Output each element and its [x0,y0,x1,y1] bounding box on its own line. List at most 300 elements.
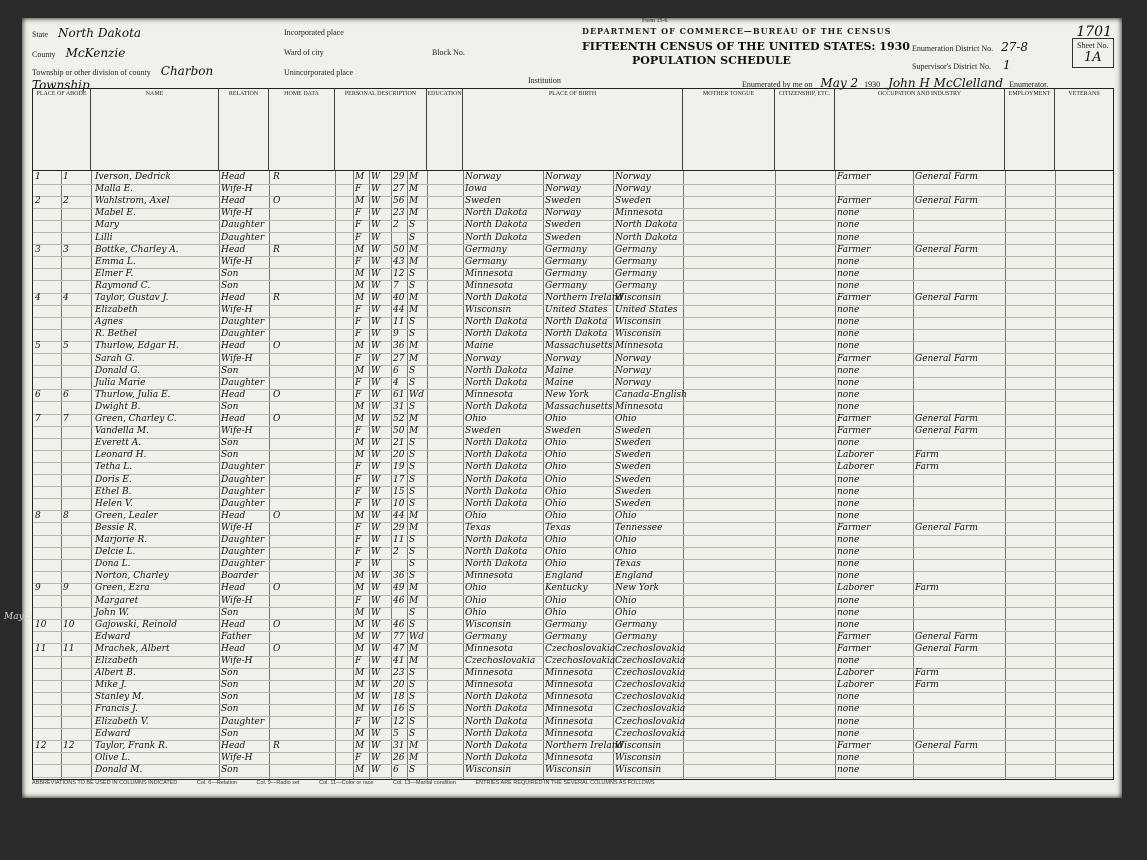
birthplace-mother: Minnesota [615,341,664,352]
sheet-field [1072,38,1114,68]
marital-status: S [409,547,416,558]
dwelling-number: 2 [35,196,41,207]
sex: F [355,305,362,316]
age: 10 [393,498,405,509]
occupation: Farmer [837,414,871,424]
sex: M [355,196,365,207]
race: W [371,716,381,727]
sex: F [355,232,362,243]
occupation: none [837,692,860,703]
age: 43 [393,256,405,267]
birthplace-father: Czechoslovakia [545,656,616,666]
birthplace-mother: Czechoslovakia [615,716,686,727]
col-occupation: OCCUPATION AND INDUSTRY [835,89,1005,171]
relation: Head [221,643,246,654]
relation: Head [221,341,246,352]
sheet-label: Sheet No. [1077,41,1109,50]
occupation: Laborer [837,583,874,594]
marital-status: M [409,244,419,255]
person-name: Bessie R. [95,522,137,533]
family-number: 6 [63,389,69,400]
birthplace-person: North Dakota [465,462,528,473]
relation: Head [221,196,246,207]
relation: Son [221,692,239,703]
birthplace-person: Minnesota [465,389,514,400]
unincorporated-label: Unincorporated place [284,68,354,77]
person-name: Mrachek, Albert [95,643,170,654]
relation: Daughter [221,547,265,558]
age: 50 [393,244,405,255]
birthplace-father: United States [545,305,608,316]
footer-note: Col. 11—Color or race [319,780,374,786]
occupation: none [837,208,860,219]
birthplace-father: Ohio [545,498,567,509]
occupation: none [837,547,860,558]
occupation: none [837,365,860,376]
occupation: none [837,595,860,606]
birthplace-person: North Dakota [465,559,528,570]
sex: M [355,631,365,642]
race: W [371,232,381,243]
industry: Farm [915,462,939,473]
birthplace-person: Minnesota [465,668,514,679]
birthplace-person: Wisconsin [465,305,512,316]
relation: Son [221,438,239,449]
col-place-of-birth: PLACE OF BIRTH [463,89,683,171]
person-name: Raymond C. [95,280,151,291]
sex: F [355,317,362,328]
relation: Son [221,764,239,775]
marital-status: M [409,293,419,303]
relation: Son [221,607,239,618]
birthplace-person: Germany [465,631,507,642]
person-name: Mary [95,220,119,231]
birthplace-person: North Dakota [465,752,528,763]
industry: General Farm [915,426,978,437]
age: 27 [393,353,405,364]
sex: F [355,559,362,570]
relation: Wife-H [221,752,253,763]
sex: M [355,450,365,461]
industry: General Farm [915,293,978,303]
age: 11 [393,317,405,328]
race: W [371,220,381,231]
marital-status: S [409,607,416,618]
sex: M [355,692,365,703]
person-name: Helen V. [95,498,133,509]
birthplace-person: North Dakota [465,208,528,219]
relation: Daughter [221,377,265,388]
relation: Daughter [221,232,265,243]
birthplace-person: Wisconsin [465,619,512,630]
industry: General Farm [915,196,978,207]
enumerated-label: Enumerated by me on [742,80,813,89]
race: W [371,595,381,606]
age: 15 [393,486,405,497]
birthplace-person: North Dakota [465,547,528,558]
marital-status: S [409,704,416,715]
col-home-data: HOME DATA [269,89,335,171]
census-title: FIFTEENTH CENSUS OF THE UNITED STATES: 1930 [582,40,910,53]
race: W [371,522,381,533]
dwelling-number: 3 [35,244,41,255]
age: 29 [393,522,405,533]
birthplace-father: Germany [545,619,587,630]
township-value: Charbon Township [32,64,214,92]
marital-status: S [409,559,416,570]
supervisor-value: 1 [1003,58,1011,72]
sex: M [355,414,365,424]
marital-status: M [409,184,419,195]
birthplace-mother: Ohio [615,414,637,424]
sheet-value: 1A [1083,50,1102,65]
marital-status: M [409,305,419,316]
person-name: Mike J. [95,680,127,691]
birthplace-father: Sweden [545,196,582,207]
marital-status: S [409,692,416,703]
race: W [371,414,381,424]
person-name: Agnes [95,317,124,328]
birthplace-mother: Wisconsin [615,329,662,340]
birthplace-person: Minnesota [465,571,514,582]
birthplace-mother: Sweden [615,474,652,485]
marital-status: M [409,522,419,533]
race: W [371,317,381,328]
birthplace-mother: Ohio [615,595,637,606]
marital-status: S [409,280,416,291]
footer-note: ABBREVIATIONS TO BE USED IN COLUMNS INDICATED [32,780,178,786]
age: 20 [393,680,405,691]
race: W [371,692,381,703]
relation: Son [221,450,239,461]
industry: General Farm [915,631,978,642]
home-tenure: O [273,341,281,352]
enum-district-field [912,40,1028,54]
occupation: Farmer [837,172,871,182]
relation: Son [221,401,239,412]
age: 23 [393,668,405,679]
age: 12 [393,716,405,727]
age: 44 [393,305,405,316]
birthplace-person: North Dakota [465,220,528,231]
birthplace-father: Germany [545,280,587,291]
relation: Daughter [221,559,265,570]
col-education: EDUCATION [427,89,463,171]
birthplace-mother: Tennessee [615,522,663,533]
race: W [371,341,381,352]
person-name: Francis J. [95,704,138,715]
person-name: Thurlow, Edgar H. [95,341,179,352]
birthplace-father: Minnesota [545,752,594,763]
birthplace-father: Maine [545,365,574,376]
birthplace-father: Massachusetts [545,341,613,352]
occupation: none [837,728,860,739]
birthplace-mother: Germany [615,268,657,279]
marital-status: M [409,752,419,763]
marital-status: S [409,498,416,509]
occupation: Farmer [837,293,871,303]
birthplace-father: Northern Ireland [545,740,624,751]
relation: Head [221,293,246,303]
birthplace-mother: Sweden [615,498,652,509]
sex: F [355,256,362,267]
birthplace-mother: Germany [615,280,657,291]
occupation: Farmer [837,244,871,255]
birthplace-mother: Norway [615,377,651,388]
marital-status: S [409,450,416,461]
occupation: none [837,341,860,352]
occupation: none [837,510,860,521]
industry: Farm [915,680,939,691]
relation: Wife-H [221,522,253,533]
race: W [371,619,381,630]
age: 11 [393,535,405,545]
birthplace-father: Sweden [545,220,582,231]
sex: F [355,656,362,666]
form-number: Form 15-6 [642,18,668,24]
relation: Daughter [221,317,265,328]
stamp-number: 1701 [1076,24,1112,40]
home-tenure: R [273,740,280,751]
relation: Head [221,244,246,255]
sex: M [355,668,365,679]
person-name: Tetha L. [95,462,133,473]
occupation: none [837,752,860,763]
marital-status: S [409,486,416,497]
race: W [371,510,381,521]
race: W [371,680,381,691]
footer-note: Col. 9—Radio set [256,780,300,786]
race: W [371,377,381,388]
marital-status: S [409,329,416,340]
sex: M [355,571,365,582]
birthplace-person: Norway [465,353,501,364]
birthplace-father: Ohio [545,474,567,485]
birthplace-mother: Czechoslovakia [615,704,686,715]
birthplace-father: Sweden [545,232,582,243]
sex: F [355,426,362,437]
relation: Daughter [221,486,265,497]
occupation: none [837,704,860,715]
block-label: Block No. [432,48,465,57]
occupation: Farmer [837,631,871,642]
person-name: Green, Ezra [95,583,150,594]
birthplace-father: Wisconsin [545,764,592,775]
birthplace-person: Ohio [465,510,487,521]
age: 44 [393,510,405,521]
birthplace-mother: Sweden [615,486,652,497]
home-tenure: O [273,643,281,654]
relation: Head [221,740,246,751]
occupation: none [837,535,860,545]
birthplace-mother: United States [615,305,678,316]
race: W [371,583,381,594]
occupation: none [837,377,860,388]
person-name: Emma L. [95,256,136,267]
birthplace-father: Ohio [545,450,567,461]
person-name: Olive L. [95,752,131,763]
marital-status: S [409,317,416,328]
occupation: none [837,498,860,509]
industry: Farm [915,450,939,461]
institution-label: Institution [528,76,561,85]
age: 46 [393,595,405,606]
occupation: none [837,474,860,485]
birthplace-person: North Dakota [465,740,528,751]
col-citizenship: CITIZENSHIP, ETC. [775,89,835,171]
race: W [371,547,381,558]
race: W [371,668,381,679]
race: W [371,426,381,437]
dwelling-number: 8 [35,510,41,521]
birthplace-person: North Dakota [465,692,528,703]
enumerated-year: 1930 [864,80,881,89]
enum-district-value: 27-8 [1001,40,1029,54]
person-name: Marjorie R. [95,535,148,545]
birthplace-mother: Ohio [615,535,637,545]
marital-status: Wd [409,389,425,400]
sex: M [355,172,365,182]
home-tenure: O [273,414,281,424]
person-name: Green, Lealer [95,510,158,521]
margin-note: May 5 [4,612,33,622]
race: W [371,486,381,497]
relation: Daughter [221,716,265,727]
age: 19 [393,462,405,473]
person-name: Lilli [95,232,113,243]
relation: Son [221,728,239,739]
race: W [371,643,381,654]
enumerator-name: John H McClelland [888,76,1004,90]
occupation: Farmer [837,522,871,533]
state-label: State [32,30,48,39]
race: W [371,256,381,267]
birthplace-mother: Minnesota [615,401,664,412]
sex: M [355,583,365,594]
birthplace-mother: Germany [615,631,657,642]
industry: General Farm [915,643,978,654]
race: W [371,353,381,364]
marital-status: M [409,414,419,424]
sex: F [355,474,362,485]
birthplace-father: New York [545,389,590,400]
sex: F [355,535,362,545]
person-name: Taylor, Frank R. [95,740,168,751]
age: 5 [393,728,399,739]
table-row [33,764,1113,778]
marital-status: S [409,680,416,691]
supervisor-label: Supervisor's District No. [912,62,991,71]
footer-note: ENTRIES ARE REQUIRED IN THE SEVERAL COLUMNS AS FOLLOWS [475,780,655,786]
age: 41 [393,656,405,666]
birthplace-father: Massachusetts [545,401,613,412]
age: 36 [393,571,405,582]
occupation: none [837,716,860,727]
census-grid [32,88,1114,780]
sex: M [355,244,365,255]
person-name: R. Bethel [95,329,138,340]
birthplace-person: Wisconsin [465,764,512,775]
occupation: none [837,764,860,775]
sex: M [355,401,365,412]
industry: General Farm [915,522,978,533]
person-name: Sarah G. [95,353,135,364]
person-name: Green, Charley C. [95,414,177,424]
race: W [371,172,381,182]
race: W [371,704,381,715]
person-name: Elizabeth [95,305,138,316]
sex: F [355,377,362,388]
relation: Wife-H [221,305,253,316]
relation: Wife-H [221,656,253,666]
col-relation: RELATION [219,89,269,171]
birthplace-person: North Dakota [465,293,528,303]
relation: Head [221,389,246,400]
race: W [371,389,381,400]
age: 2 [393,220,399,231]
birthplace-father: Germany [545,631,587,642]
occupation: none [837,656,860,666]
birthplace-father: Norway [545,184,581,195]
occupation: Farmer [837,426,871,437]
marital-status: M [409,172,419,182]
occupation: Laborer [837,462,874,473]
age: 31 [393,740,405,751]
col-employment: EMPLOYMENT [1005,89,1055,171]
sex: F [355,220,362,231]
race: W [371,462,381,473]
occupation: none [837,280,860,291]
family-number: 2 [63,196,69,207]
sex: M [355,280,365,291]
age: 9 [393,329,399,340]
race: W [371,401,381,412]
relation: Head [221,172,246,182]
marital-status: M [409,341,419,352]
age: 20 [393,450,405,461]
marital-status: S [409,232,416,243]
home-tenure: O [273,510,281,521]
birthplace-mother: Germany [615,619,657,630]
occupation: none [837,317,860,328]
occupation: none [837,256,860,267]
birthplace-mother: Czechoslovakia [615,692,686,703]
race: W [371,656,381,666]
birthplace-father: Norway [545,208,581,219]
age: 46 [393,619,405,630]
birthplace-mother: England [615,571,653,582]
person-name: Elmer F. [95,268,134,279]
birthplace-father: North Dakota [545,329,608,340]
sex: M [355,643,365,654]
relation: Head [221,583,246,594]
birthplace-father: Sweden [545,426,582,437]
sex: F [355,353,362,364]
occupation: none [837,329,860,340]
birthplace-mother: Texas [615,559,641,570]
birthplace-father: Texas [545,522,571,533]
birthplace-mother: Wisconsin [615,752,662,763]
birthplace-father: Maine [545,377,574,388]
county-field [32,46,125,60]
marital-status: S [409,728,416,739]
ward-label: Ward of city [284,48,324,57]
age: 17 [393,474,405,485]
occupation: none [837,232,860,243]
age: 16 [393,704,405,715]
state-value: North Dakota [58,26,142,40]
person-name: Donald M. [95,764,143,775]
